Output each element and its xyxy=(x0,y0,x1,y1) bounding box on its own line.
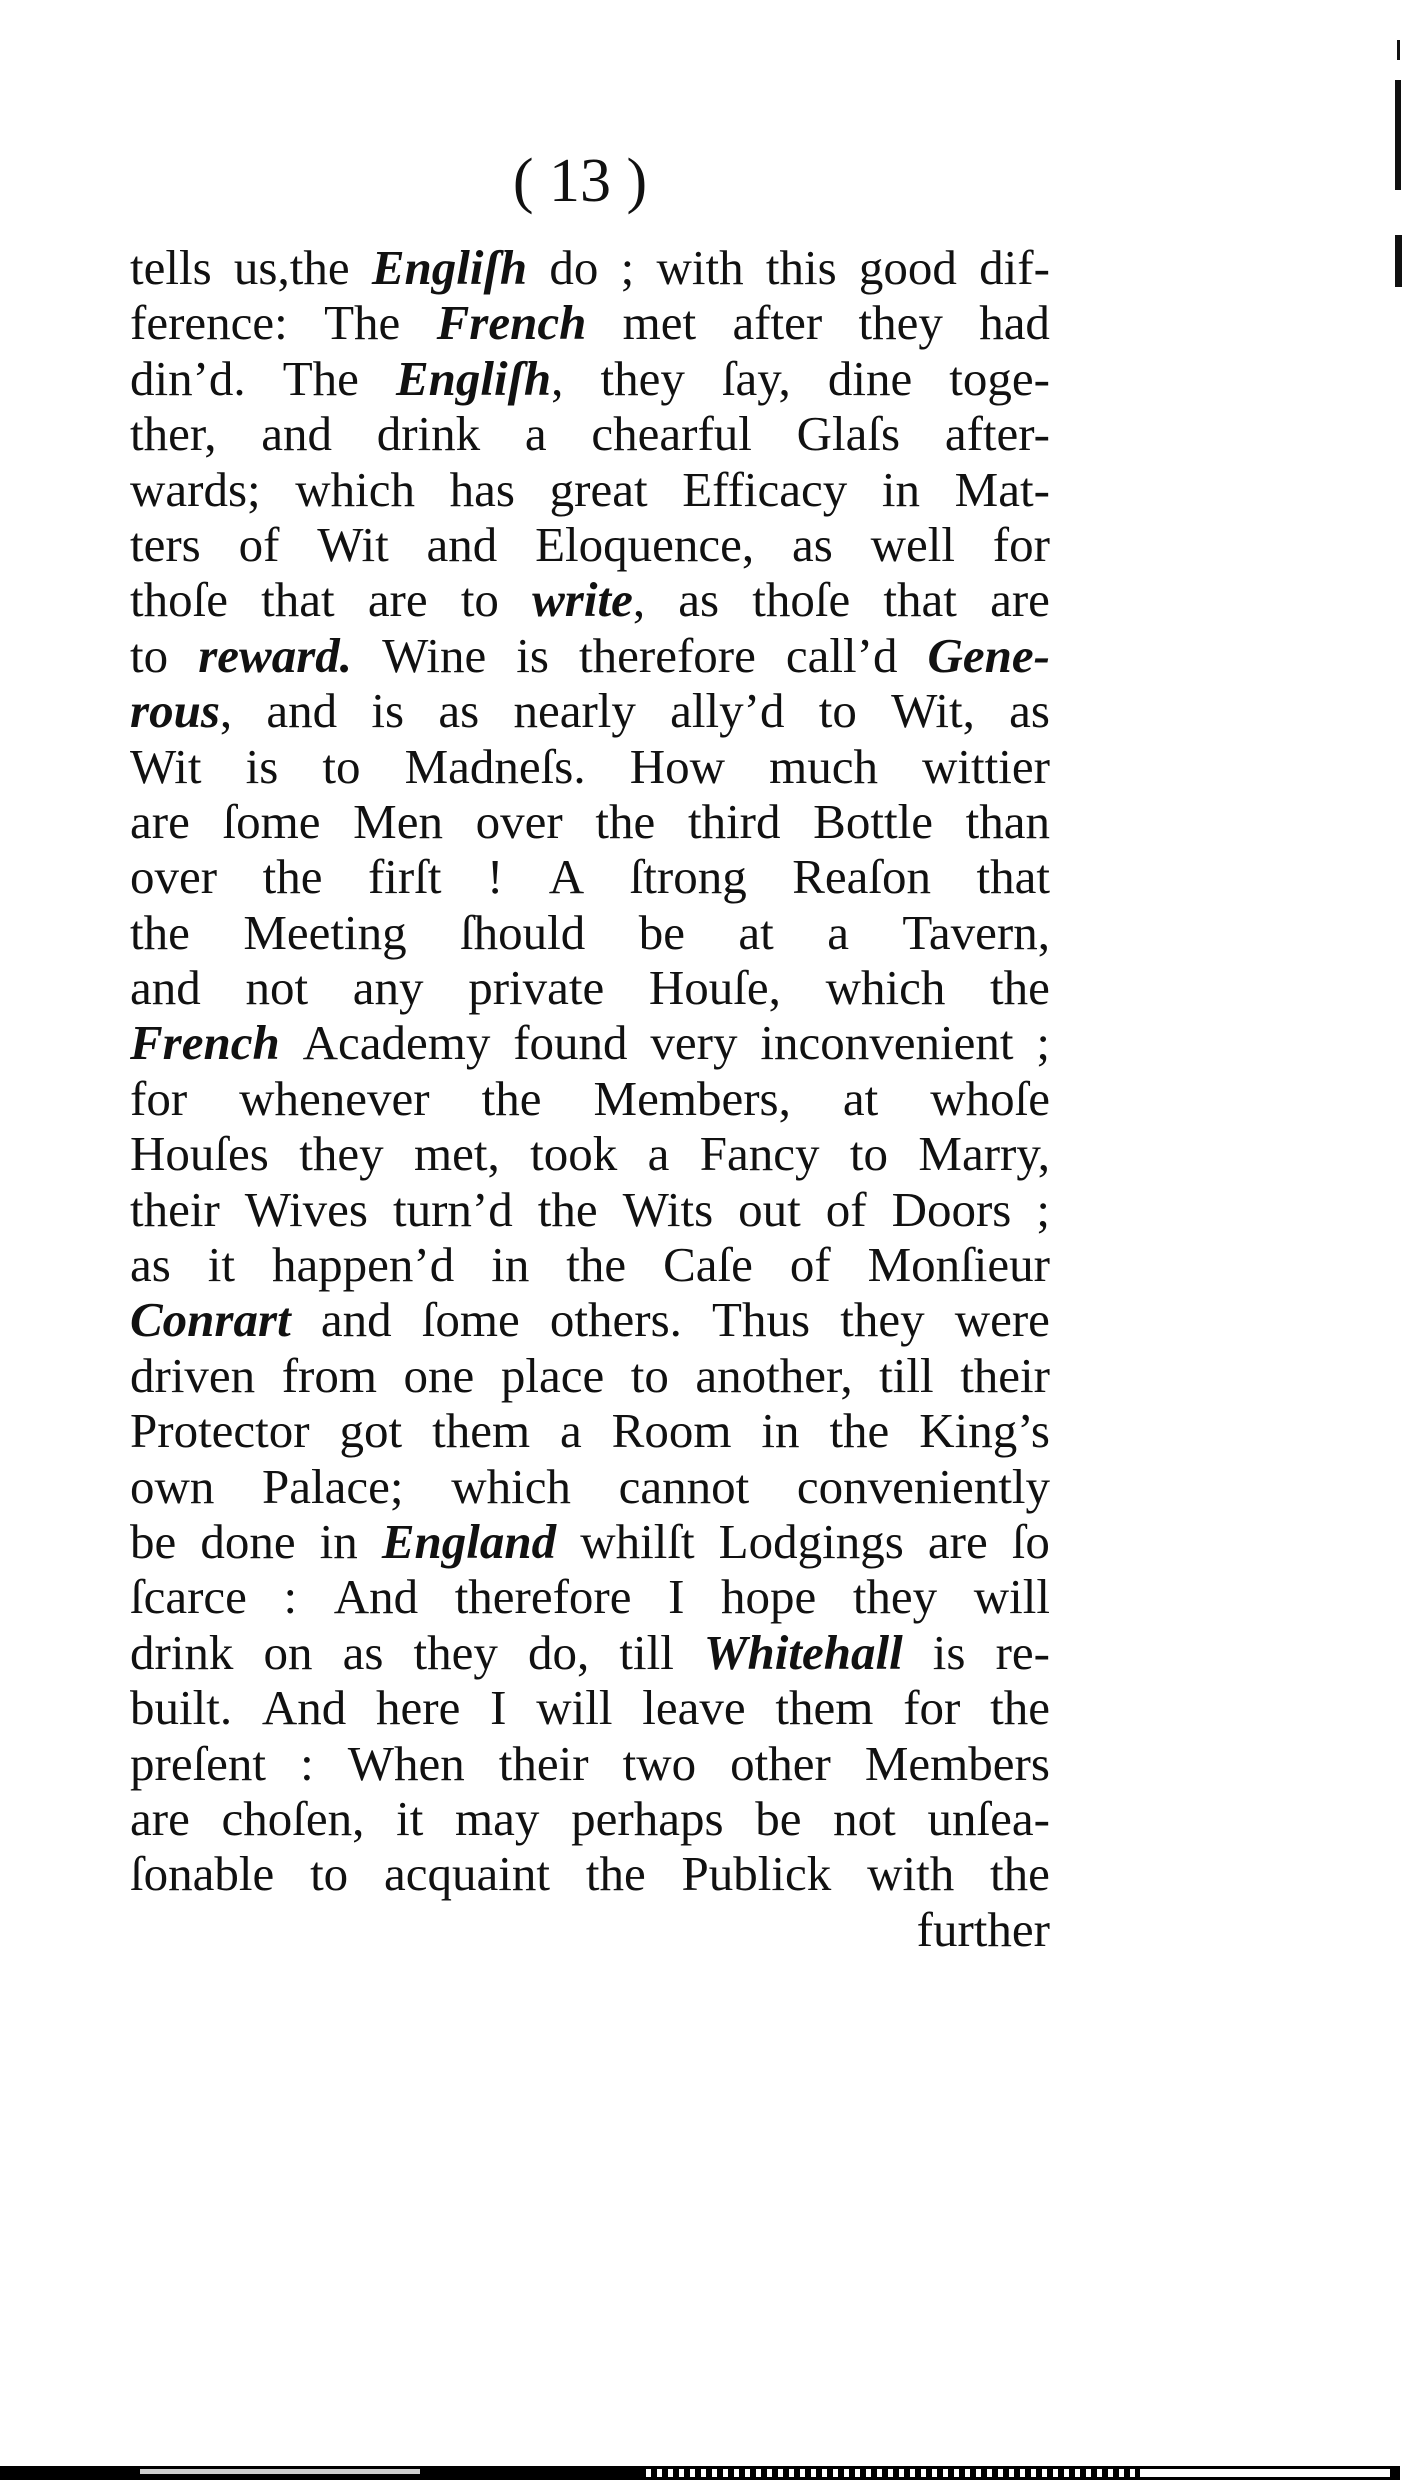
word: over xyxy=(130,849,218,905)
word: therefore xyxy=(454,1569,632,1625)
word: ſonable xyxy=(130,1846,275,1902)
word: Academy xyxy=(302,1015,491,1071)
word: private xyxy=(468,960,605,1016)
word: very xyxy=(650,1015,738,1071)
word: as xyxy=(678,572,720,628)
page-number: ( 13 ) xyxy=(512,147,648,215)
word: The xyxy=(324,295,401,351)
word: din’d. xyxy=(130,350,246,406)
word: the xyxy=(566,1237,627,1293)
word: thoſe xyxy=(752,572,851,628)
word: till xyxy=(879,1347,934,1403)
word: dine xyxy=(827,350,913,406)
word: as xyxy=(1009,683,1050,739)
word: Conrart xyxy=(130,1292,291,1348)
word: they xyxy=(852,1569,938,1625)
word: preſent xyxy=(130,1735,267,1791)
text-line xyxy=(130,1459,1050,1514)
word: call’d xyxy=(785,627,898,683)
word: will xyxy=(536,1680,613,1736)
word: are xyxy=(130,1790,190,1846)
text-line xyxy=(130,1680,1050,1735)
text-line xyxy=(130,683,1050,738)
word: inconvenient xyxy=(760,1015,1014,1071)
word: conveniently xyxy=(796,1458,1050,1514)
word: for xyxy=(903,1680,961,1736)
word: choſen, xyxy=(221,1790,365,1846)
word: drink xyxy=(130,1624,234,1680)
word: Eloquence, xyxy=(535,516,755,572)
word: Members xyxy=(864,1735,1050,1791)
text-line xyxy=(130,517,1050,572)
word: as xyxy=(438,683,480,739)
word: Efficacy xyxy=(682,461,848,517)
word: whenever xyxy=(239,1070,430,1126)
word: out xyxy=(738,1181,801,1237)
word: I xyxy=(490,1680,507,1736)
word: Marry, xyxy=(918,1126,1050,1182)
word: this xyxy=(765,240,837,295)
word: Glaſs xyxy=(796,406,901,462)
word: for xyxy=(130,1070,188,1126)
word: whilſt xyxy=(580,1513,695,1569)
word: ; xyxy=(1036,1015,1050,1071)
word: French xyxy=(130,1015,280,1071)
word: of xyxy=(825,1181,867,1237)
word: is xyxy=(516,627,549,683)
text-line xyxy=(130,794,1050,849)
word: were xyxy=(954,1292,1050,1348)
word: them xyxy=(432,1403,531,1459)
word: whoſe xyxy=(930,1070,1050,1126)
word: French xyxy=(436,295,587,351)
word: us,the xyxy=(233,240,350,295)
page-edge-bar xyxy=(0,2456,1425,2486)
word: rous, xyxy=(130,683,233,739)
word: done xyxy=(200,1513,296,1569)
word: therefore xyxy=(579,627,756,683)
word: their xyxy=(498,1735,589,1791)
text-line xyxy=(130,1791,1050,1846)
word: their xyxy=(960,1347,1050,1403)
word: are xyxy=(130,793,190,849)
word: unſea- xyxy=(927,1790,1050,1846)
word: the xyxy=(537,1181,598,1237)
word: they xyxy=(299,1126,384,1182)
word: as xyxy=(342,1624,384,1680)
word: thoſe xyxy=(130,572,228,628)
text-line xyxy=(130,1736,1050,1791)
word: be xyxy=(638,904,685,960)
word: in xyxy=(491,1237,530,1293)
text-line xyxy=(130,462,1050,517)
word: to xyxy=(310,1846,349,1902)
word: great xyxy=(549,461,648,517)
word: them xyxy=(775,1680,874,1736)
word: ! xyxy=(486,849,504,905)
word: to xyxy=(818,683,857,739)
word: for xyxy=(992,516,1050,572)
word: the xyxy=(262,849,323,905)
word: a xyxy=(560,1403,582,1459)
word: they xyxy=(600,350,685,406)
word: and xyxy=(426,516,498,572)
word: met xyxy=(622,295,697,351)
word: ference: xyxy=(130,295,288,351)
text-line xyxy=(130,1514,1050,1569)
word: met, xyxy=(413,1126,500,1182)
word: which xyxy=(295,461,416,517)
word: the xyxy=(585,1846,646,1902)
word: Whitehall xyxy=(703,1624,903,1680)
word: it xyxy=(207,1237,235,1293)
word: ther, xyxy=(130,406,217,462)
word: Reaſon xyxy=(792,849,931,905)
text-line xyxy=(130,1348,1050,1403)
word: wittier xyxy=(922,738,1050,794)
word: may xyxy=(455,1790,540,1846)
text-line xyxy=(130,406,1050,461)
word: a xyxy=(647,1126,670,1182)
word: has xyxy=(449,461,515,517)
word: in xyxy=(319,1513,358,1569)
word: will xyxy=(973,1569,1050,1625)
word: to xyxy=(849,1126,889,1182)
word: own xyxy=(130,1458,215,1514)
word: here xyxy=(376,1680,461,1736)
word: on xyxy=(263,1624,313,1680)
word: Mat- xyxy=(954,461,1050,517)
word: that xyxy=(976,849,1050,905)
word: are xyxy=(990,572,1050,628)
word: after- xyxy=(944,406,1050,462)
word: is xyxy=(371,683,405,739)
word: Members, xyxy=(593,1070,791,1126)
word: to xyxy=(322,738,361,794)
word: any xyxy=(352,960,424,1016)
text-line xyxy=(130,1237,1050,1292)
text-line xyxy=(130,739,1050,794)
word: much xyxy=(769,738,878,794)
word: ters xyxy=(130,516,201,572)
word: And xyxy=(261,1680,347,1736)
word: and xyxy=(130,960,201,1016)
word: ſome xyxy=(421,1292,520,1348)
word: Wits xyxy=(622,1181,714,1237)
word: firſt xyxy=(367,849,442,905)
word: reward. xyxy=(198,627,353,683)
word: write, xyxy=(532,572,646,628)
word: Room xyxy=(611,1403,732,1459)
word: after xyxy=(732,295,823,351)
word: that xyxy=(261,572,335,628)
word: Men xyxy=(353,793,443,849)
word: is xyxy=(932,1624,966,1680)
word: Publick xyxy=(681,1846,832,1902)
word: found xyxy=(513,1015,628,1071)
word: of xyxy=(789,1237,831,1293)
word: Protector xyxy=(130,1403,310,1459)
word: their xyxy=(130,1181,220,1237)
word: that xyxy=(883,572,957,628)
word: they xyxy=(840,1292,925,1348)
word: Doors xyxy=(891,1181,1012,1237)
word: is xyxy=(245,738,279,794)
word: Caſe xyxy=(663,1237,753,1293)
word: Wine xyxy=(382,627,487,683)
word: and xyxy=(261,406,332,462)
word: took xyxy=(530,1126,618,1182)
word: How xyxy=(629,738,725,794)
word: of xyxy=(238,516,280,572)
word: not xyxy=(833,1790,896,1846)
word: a xyxy=(524,406,547,462)
word: at xyxy=(738,904,774,960)
text-line xyxy=(130,1846,1050,1901)
word: are xyxy=(367,572,428,628)
word: ſay, xyxy=(721,350,791,406)
word: not xyxy=(245,960,309,1016)
word: the xyxy=(990,960,1050,1016)
word: Wit xyxy=(317,516,389,572)
text-line xyxy=(130,960,1050,1015)
word: re- xyxy=(995,1624,1050,1680)
word: ; xyxy=(1036,1181,1050,1237)
word: ſhould xyxy=(460,904,586,960)
word: wards; xyxy=(130,461,261,517)
word: When xyxy=(347,1735,465,1791)
word: And xyxy=(333,1569,419,1625)
word: to xyxy=(630,1347,669,1403)
word: : xyxy=(300,1735,314,1791)
word: : xyxy=(283,1569,298,1625)
word: Gene- xyxy=(927,627,1050,683)
text-line xyxy=(130,1015,1050,1070)
word: over xyxy=(475,793,563,849)
text-line xyxy=(130,1625,1050,1680)
word: as xyxy=(130,1237,171,1293)
word: good xyxy=(858,240,957,295)
word: Wit, xyxy=(891,683,975,739)
word: ; xyxy=(620,240,635,295)
word: ſo xyxy=(1011,1513,1050,1569)
word: Palace; xyxy=(262,1458,404,1514)
word: in xyxy=(881,461,921,517)
text-line xyxy=(130,1292,1050,1347)
word: leave xyxy=(642,1680,746,1736)
word: and xyxy=(266,683,338,739)
word: the xyxy=(990,1846,1050,1902)
word: be xyxy=(130,1513,177,1569)
text-line xyxy=(130,1071,1050,1126)
word: Tavern, xyxy=(902,904,1050,960)
word: Lodgings xyxy=(718,1513,904,1569)
word: tells xyxy=(130,240,212,295)
word: Meeting xyxy=(243,904,407,960)
word: ſtrong xyxy=(629,849,747,905)
word: other xyxy=(730,1735,831,1791)
word: Madneſs. xyxy=(404,738,586,794)
word: A xyxy=(548,849,585,905)
catchword-text: further xyxy=(916,1901,1050,1957)
word: Engliſh xyxy=(371,240,528,295)
text-line xyxy=(130,295,1050,350)
word: ſcarce xyxy=(130,1569,247,1625)
word: are xyxy=(927,1513,988,1569)
word: cannot xyxy=(618,1458,750,1514)
word: do, xyxy=(528,1624,590,1680)
word: in xyxy=(761,1403,800,1459)
word: well xyxy=(870,516,955,572)
word: Wives xyxy=(244,1181,368,1237)
word: ally’d xyxy=(670,683,785,739)
word: drink xyxy=(376,406,481,462)
word: third xyxy=(687,793,781,849)
word: I xyxy=(668,1569,685,1625)
word: the xyxy=(481,1070,542,1126)
word: and xyxy=(320,1292,392,1348)
word: to xyxy=(460,572,499,628)
word: than xyxy=(965,793,1050,849)
word: Houſes xyxy=(130,1126,269,1182)
word: the xyxy=(595,793,656,849)
word: hope xyxy=(720,1569,817,1625)
word: perhaps xyxy=(571,1790,724,1846)
word: at xyxy=(842,1070,879,1126)
word: Wit xyxy=(130,738,202,794)
word: which xyxy=(825,960,946,1016)
word: chearful xyxy=(591,406,752,462)
word: dif- xyxy=(979,240,1050,295)
word: they xyxy=(858,295,943,351)
word: one xyxy=(403,1347,475,1403)
word: the xyxy=(130,904,190,960)
word: nearly xyxy=(513,683,636,739)
text-line xyxy=(130,1126,1050,1181)
word: two xyxy=(622,1735,697,1791)
word: to xyxy=(130,627,169,683)
word: the xyxy=(990,1680,1050,1736)
word: Thus xyxy=(712,1292,811,1348)
word: King’s xyxy=(919,1403,1050,1459)
text-line xyxy=(130,1569,1050,1624)
body-text xyxy=(130,240,1050,1957)
word: they xyxy=(413,1624,498,1680)
word: till xyxy=(619,1624,674,1680)
word: England xyxy=(381,1513,557,1569)
word: which xyxy=(451,1458,571,1514)
word: built. xyxy=(130,1680,233,1736)
word: as xyxy=(791,516,833,572)
text-line xyxy=(130,351,1050,406)
word: driven xyxy=(130,1347,256,1403)
word: ſome xyxy=(222,793,321,849)
word: The xyxy=(282,350,359,406)
text-line xyxy=(130,849,1050,904)
word: Fancy xyxy=(699,1126,820,1182)
text-line xyxy=(130,905,1050,960)
word: Monſieur xyxy=(867,1237,1050,1293)
word: place xyxy=(500,1347,605,1403)
word: toge- xyxy=(949,350,1050,406)
word: Houſe, xyxy=(648,960,781,1016)
word: from xyxy=(281,1347,377,1403)
word: another, xyxy=(695,1347,853,1403)
word: acquaint xyxy=(384,1846,550,1902)
margin-marks xyxy=(1395,40,1407,270)
text-line xyxy=(130,572,1050,627)
word: be xyxy=(755,1790,802,1846)
word: had xyxy=(979,295,1050,351)
word: with xyxy=(867,1846,955,1902)
word: Bottle xyxy=(813,793,933,849)
word: a xyxy=(827,904,849,960)
text-line xyxy=(130,1182,1050,1237)
text-line xyxy=(130,240,1050,295)
word: Engliſh, xyxy=(395,350,564,406)
word: the xyxy=(829,1403,890,1459)
word: happen’d xyxy=(271,1237,455,1293)
word: got xyxy=(339,1403,403,1459)
word: do xyxy=(549,240,599,295)
word: it xyxy=(396,1790,424,1846)
word: others. xyxy=(549,1292,682,1348)
text-line xyxy=(130,1403,1050,1458)
word: turn’d xyxy=(392,1181,513,1237)
catchword xyxy=(130,1902,1050,1957)
word: with xyxy=(656,240,744,295)
text-line xyxy=(130,628,1050,683)
